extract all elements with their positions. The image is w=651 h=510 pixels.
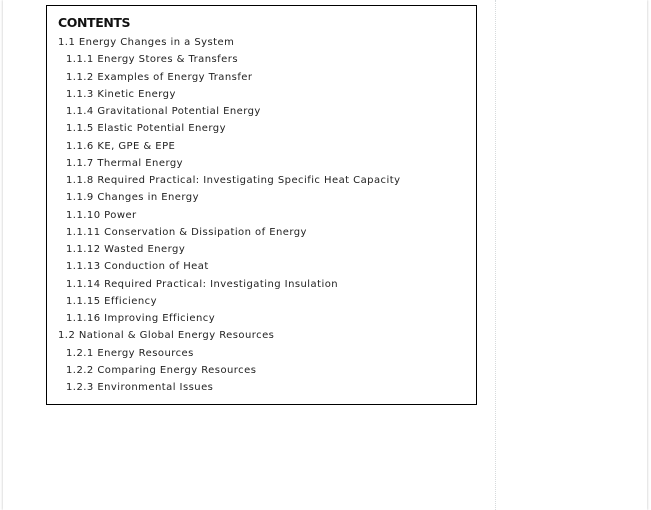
toc-subsection-link[interactable]: 1.1.10 Power bbox=[66, 209, 137, 221]
toc-subsection-link[interactable]: 1.1.11 Conservation & Dissipation of Energy bbox=[66, 226, 307, 238]
toc-subsection-link[interactable]: 1.1.6 KE, GPE & EPE bbox=[66, 140, 176, 152]
toc-subsection-link[interactable]: 1.2.1 Energy Resources bbox=[66, 347, 194, 359]
toc-subsection-link[interactable]: 1.1.12 Wasted Energy bbox=[66, 244, 186, 255]
toc-subsection-link[interactable]: 1.1.8 Required Practical: Investigating Specific Heat Capacity bbox=[66, 175, 401, 186]
toc-subsection-link[interactable]: 1.1.1 Energy Stores & Transfers bbox=[66, 54, 238, 66]
toc-subsection-link[interactable]: 1.1.9 Changes in Energy bbox=[66, 192, 199, 204]
toc-subsection-link[interactable]: 1.1.3 Kinetic Energy bbox=[66, 88, 176, 100]
toc-subsection-link[interactable]: 1.2.3 Environmental Issues bbox=[66, 382, 214, 393]
toc-subsection-link[interactable]: 1.1.14 Required Practical: Investigating Insulation bbox=[66, 278, 339, 290]
toc-subsection-link[interactable]: 1.1.16 Improving Efficiency bbox=[66, 313, 216, 324]
page-margin-guide bbox=[495, 0, 496, 510]
table-of-contents bbox=[46, 5, 477, 405]
toc-subsection-link[interactable]: 1.1.7 Thermal Energy bbox=[66, 157, 183, 169]
toc-list bbox=[47, 34, 400, 396]
toc-subsection-link[interactable]: 1.1.2 Examples of Energy Transfer bbox=[66, 71, 253, 83]
toc-subsection-link[interactable]: 1.1.5 Elastic Potential Energy bbox=[66, 123, 226, 135]
toc-subsection-link[interactable]: 1.1.13 Conduction of Heat bbox=[66, 261, 209, 273]
toc-section-link[interactable]: 1.2 National & Global Energy Resources bbox=[58, 330, 275, 342]
document-page bbox=[3, 0, 647, 510]
toc-subsection-link[interactable]: 1.1.15 Efficiency bbox=[66, 295, 157, 307]
toc-subsection-link[interactable]: 1.1.4 Gravitational Potential Energy bbox=[66, 106, 261, 117]
toc-title: CONTENTS bbox=[58, 15, 131, 30]
toc-section-link[interactable]: 1.1 Energy Changes in a System bbox=[58, 37, 235, 48]
toc-subsection-link[interactable]: 1.2.2 Comparing Energy Resources bbox=[66, 364, 257, 376]
